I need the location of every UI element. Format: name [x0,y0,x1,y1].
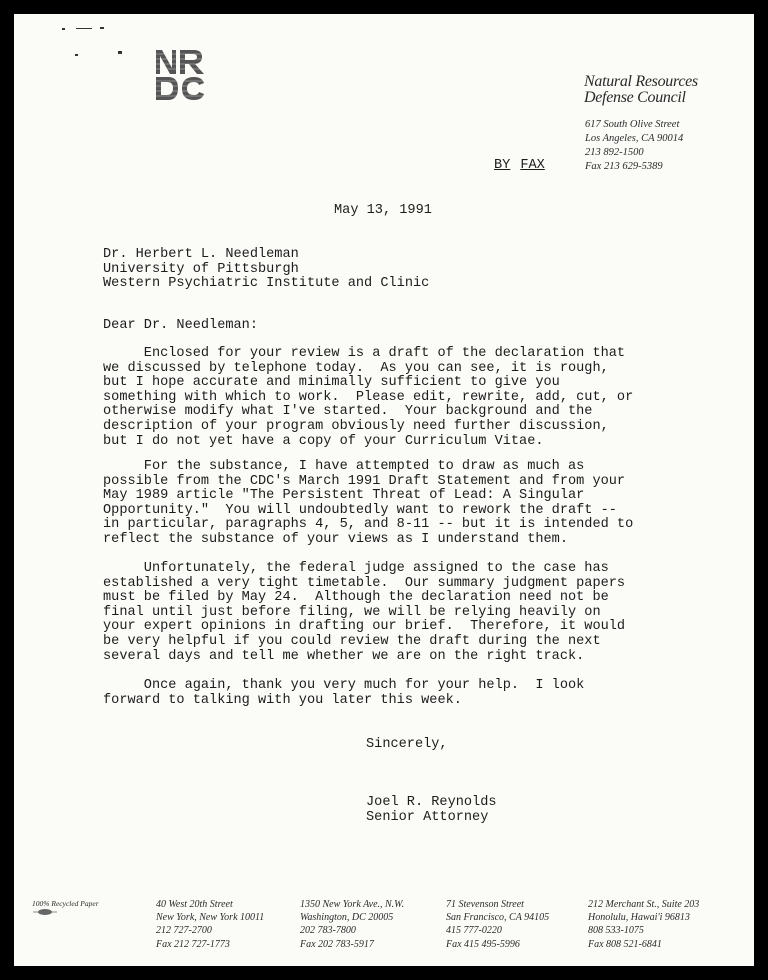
office-fax: Fax 415 495-5996 [446,938,520,950]
office-new-york [156,898,264,951]
recycled-paper-note [32,899,99,918]
office-city: Honolulu, Hawai'i 96813 [588,912,690,924]
org-address [585,118,683,174]
office-phone: 415 777-0220 [446,925,502,937]
body-paragraph: Once again, thank you very much for your help. I look forward to talking with you later this week. [103,678,585,708]
office-washington [300,898,404,951]
office-city: San Francisco, CA 94105 [446,912,550,924]
office-street: 71 Stevenson Street [446,899,524,910]
speck-mark [118,51,122,54]
nrdc-logo [154,48,210,102]
office-san-francisco [446,898,549,951]
address-line: 617 South Olive Street [585,119,680,130]
recipient-name: Dr. Herbert L. Needleman [103,247,299,262]
office-phone: 202 783-7800 [300,925,356,937]
org-name-line: Defense Council [584,89,686,106]
body-paragraph: For the substance, I have attempted to draw as much as possible from the CDC's March 1991 Draft Statement and from your May 1989 article "The Persistent Threat of Lead: A Singular Opportunity." You will undoubtedly want to rework the draft -- in particular, paragraphs 4, 5, and 8-11 -- but it is intended to reflect the substance of your views as I understand them. [103,459,634,547]
office-street: 40 West 20th Street [156,899,233,910]
speck-mark [100,27,104,29]
recycle-icon [32,908,58,916]
office-phone: 212 727-2700 [156,925,212,937]
office-street: 212 Merchant St., Suite 203 [588,899,700,910]
salutation: Dear Dr. Needleman: [103,318,258,333]
closing: Sincerely, [366,737,448,752]
letter-page [14,14,754,966]
address-line: Los Angeles, CA 90014 [585,133,684,144]
body-paragraph: Enclosed for your review is a draft of the declaration that we discussed by telephone today. As you can see, it is rough, but I hope accurate and minimally sufficient to give you something with which to work. Please edit, rewrite, add, cut, or otherwise modify what I've started. Your background and the description of your program obviously need further discussion, but I do not yet have a copy of your Curriculum Vitae. [103,346,634,449]
delivery-word: BY [494,158,511,173]
office-fax: Fax 202 783-5917 [300,938,374,950]
delivery-word: FAX [520,158,545,173]
org-name [584,74,698,106]
recipient-department: Western Psychiatric Institute and Clinic [103,276,430,292]
letter-date: May 13, 1991 [334,203,432,218]
office-street: 1350 New York Ave., N.W. [300,899,405,910]
office-honolulu [588,898,699,951]
org-name-line: Natural Resources [584,73,698,90]
office-city: New York, New York 10011 [156,912,265,924]
speck-mark [76,28,92,29]
recipient-institution: University of Pittsburgh [103,261,299,277]
phone-line: 213 892-1500 [585,147,644,158]
office-fax: Fax 212 727-1773 [156,938,230,950]
office-city: Washington, DC 20005 [300,912,394,924]
delivery-method [494,158,545,173]
fax-line: Fax 213 629-5389 [585,161,663,172]
speck-mark [75,54,78,56]
body-paragraph: Unfortunately, the federal judge assigned to the case has established a very tight timetable. Our summary judgment papers must be filed by May 24. Although the declaration need not be final until just before filing, we will be relying heavily on your expert opinions in drafting our brief. Therefore, it would be very helpful if you could review the draft during the next several days and tell me whether we are on the right track. [103,561,626,664]
signer-name: Joel R. Reynolds [366,795,497,810]
office-fax: Fax 808 521-6841 [588,938,662,950]
speck-mark [62,28,65,30]
office-phone: 808 533-1075 [588,925,644,937]
recycled-label: 100% Recycled Paper [32,899,99,908]
signer-title: Senior Attorney [366,809,489,825]
